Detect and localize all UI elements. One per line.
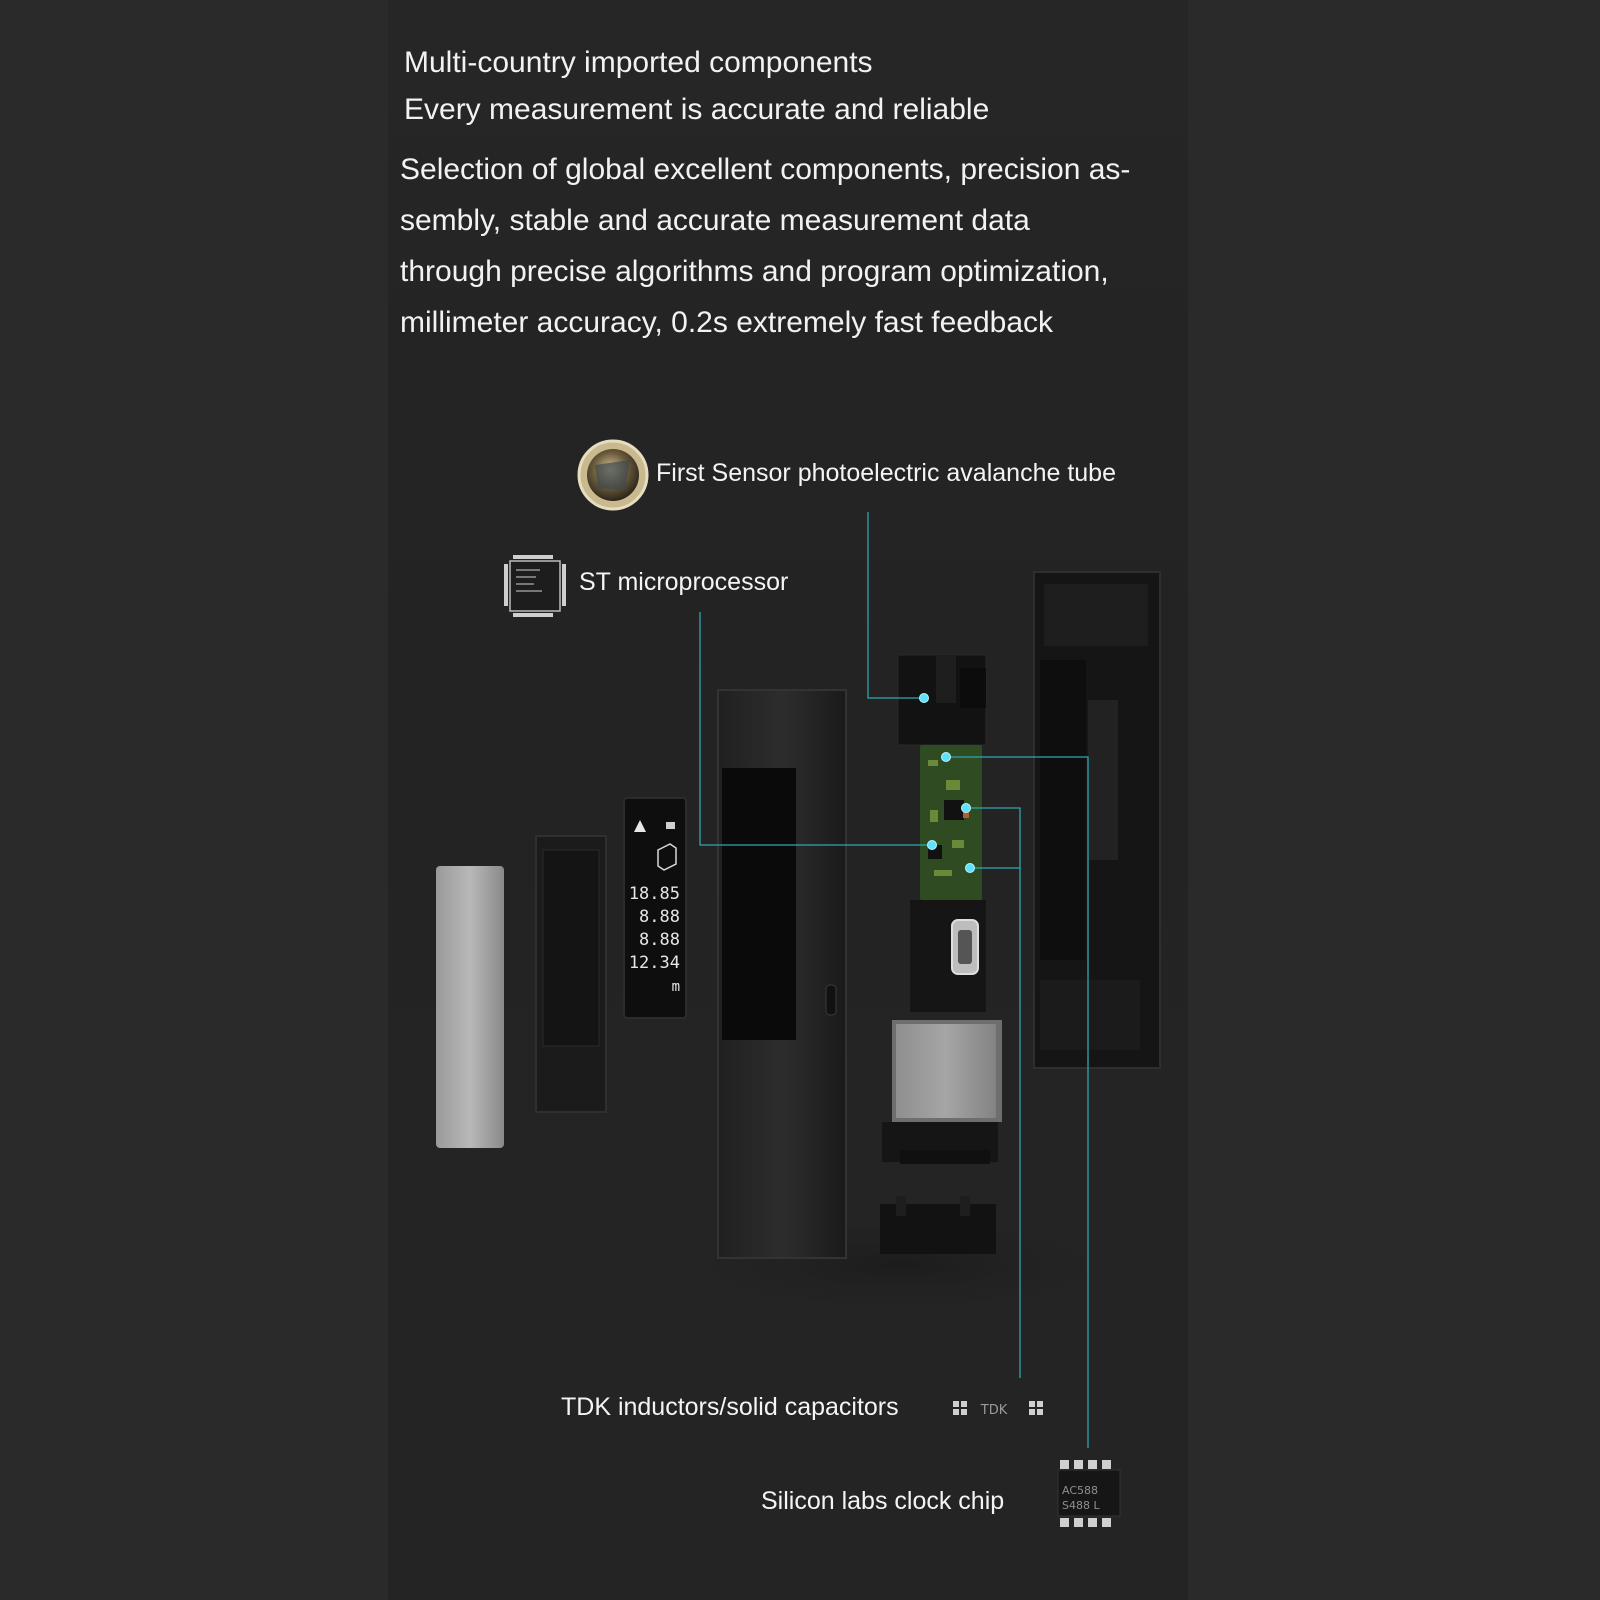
headline-line-2: Every measurement is accurate and reliable bbox=[404, 93, 990, 126]
lcd-unit: m bbox=[671, 979, 680, 995]
clock-chip-marking-1: AC588 bbox=[1062, 1484, 1099, 1497]
lcd-value: 12.34 bbox=[628, 953, 680, 973]
tdk-components-icon bbox=[953, 1401, 1043, 1418]
description-line: millimeter accuracy, 0.2s extremely fast feedback bbox=[400, 306, 1054, 339]
clock-chip-marking-2: S488 L bbox=[1062, 1499, 1100, 1512]
battery-block bbox=[882, 1020, 1002, 1164]
microprocessor-icon bbox=[504, 555, 566, 617]
description-line: Selection of global excellent components, precision as- bbox=[400, 153, 1131, 186]
callout-tdk-inductors: TDK inductors/solid capacitors bbox=[561, 1393, 899, 1421]
sensor-tube-icon bbox=[579, 441, 647, 509]
lcd-value: 8.88 bbox=[639, 930, 680, 950]
lcd-value: 18.85 bbox=[628, 884, 680, 904]
rear-shell bbox=[1034, 572, 1160, 1068]
laser-module bbox=[898, 655, 986, 745]
dark-frame bbox=[536, 836, 606, 1112]
tdk-marking: TDK bbox=[980, 1403, 1008, 1418]
usb-c-connector bbox=[910, 900, 986, 1012]
main-housing-front bbox=[718, 690, 846, 1258]
silver-back-plate bbox=[436, 866, 504, 1148]
description-line: through precise algorithms and program optimization, bbox=[400, 255, 1109, 288]
description-line: sembly, stable and accurate measurement data bbox=[400, 204, 1030, 237]
headline-line-1: Multi-country imported components bbox=[404, 46, 873, 79]
callout-clock-chip: Silicon labs clock chip bbox=[761, 1487, 1005, 1515]
lcd-value: 8.88 bbox=[639, 907, 680, 927]
callout-sensor-tube: First Sensor photoelectric avalanche tube bbox=[656, 459, 1116, 487]
bottom-bracket bbox=[880, 1196, 996, 1254]
circuit-board bbox=[920, 745, 982, 900]
clock-chip-icon bbox=[1058, 1460, 1120, 1527]
callout-microprocessor: ST microprocessor bbox=[579, 568, 789, 596]
